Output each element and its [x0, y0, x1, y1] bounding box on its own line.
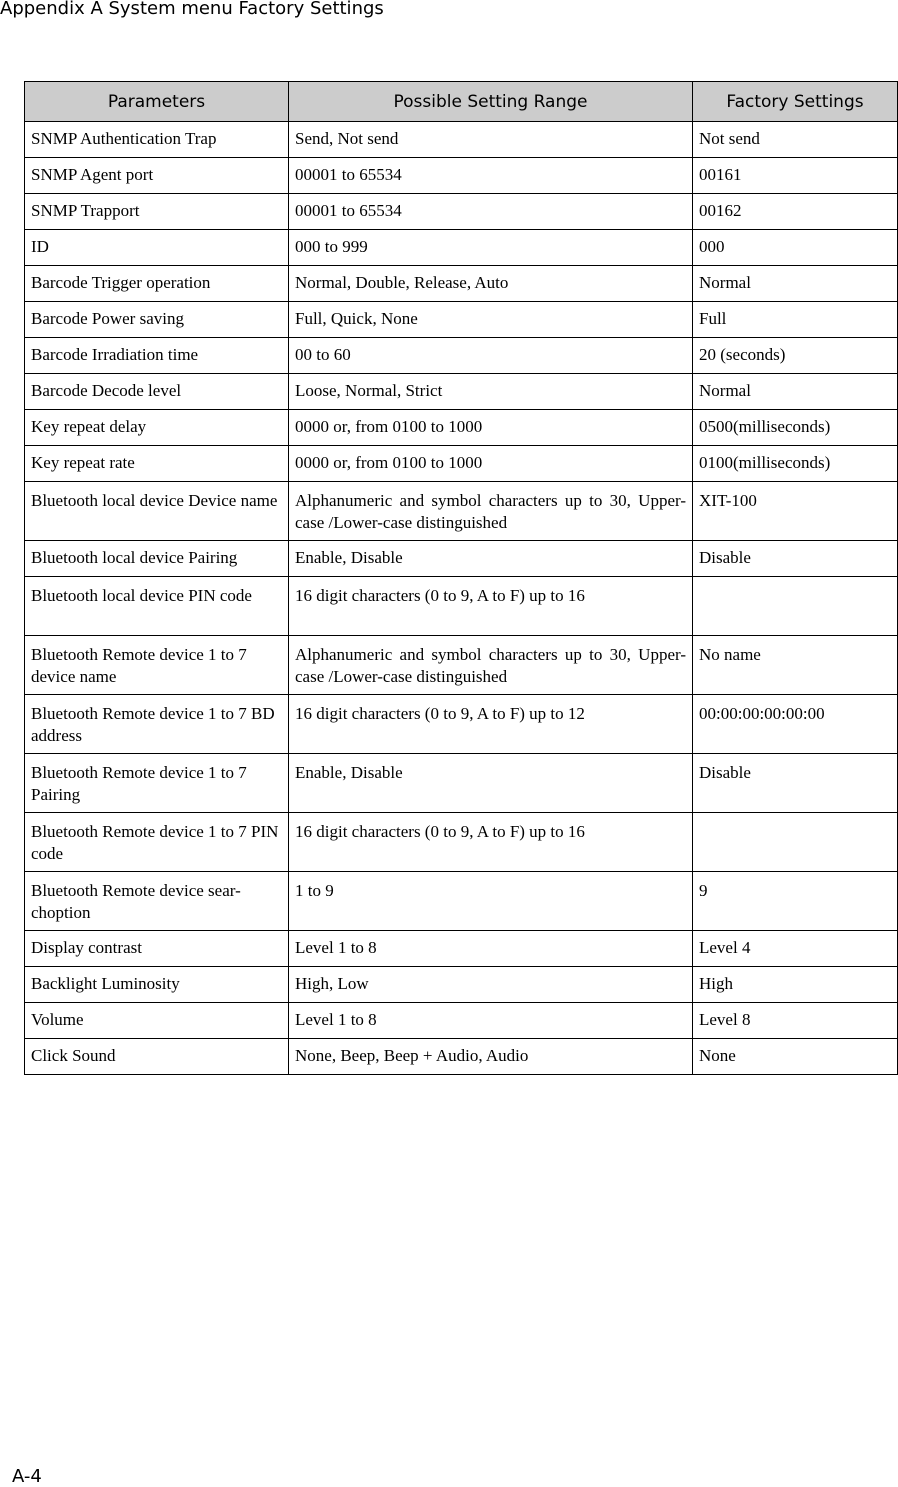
- cell-factory-setting: Disable: [693, 541, 898, 577]
- table-row: [25, 813, 898, 872]
- table-row: [25, 266, 898, 302]
- cell-factory-setting: 00:00:00:00:00:00: [693, 695, 898, 754]
- table-row: [25, 967, 898, 1003]
- cell-range: Level 1 to 8: [289, 931, 693, 967]
- cell-parameter: Bluetooth Remote device 1 to 7 PIN code: [25, 813, 289, 872]
- cell-factory-setting: 00162: [693, 194, 898, 230]
- cell-range: Loose, Normal, Strict: [289, 374, 693, 410]
- table-row: [25, 410, 898, 446]
- cell-factory-setting: Level 8: [693, 1003, 898, 1039]
- cell-parameter: SNMP Agent port: [25, 158, 289, 194]
- cell-range: Enable, Disable: [289, 754, 693, 813]
- cell-parameter: SNMP Trapport: [25, 194, 289, 230]
- table-row: [25, 194, 898, 230]
- table-row: [25, 577, 898, 636]
- table-row: [25, 482, 898, 541]
- column-header-range: Possible Setting Range: [289, 82, 693, 122]
- cell-range: Enable, Disable: [289, 541, 693, 577]
- cell-range: Full, Quick, None: [289, 302, 693, 338]
- column-header-factory: Factory Settings: [693, 82, 898, 122]
- cell-range: 00 to 60: [289, 338, 693, 374]
- cell-range: 1 to 9: [289, 872, 693, 931]
- cell-factory-setting: 0500(milliseconds): [693, 410, 898, 446]
- table-row: [25, 695, 898, 754]
- cell-parameter: Backlight Luminosity: [25, 967, 289, 1003]
- cell-factory-setting: Normal: [693, 374, 898, 410]
- cell-factory-setting: 000: [693, 230, 898, 266]
- table-row: [25, 230, 898, 266]
- table-row: [25, 636, 898, 695]
- cell-range: High, Low: [289, 967, 693, 1003]
- table-row: [25, 1039, 898, 1075]
- cell-parameter: Bluetooth local device PIN code: [25, 577, 289, 636]
- cell-range: None, Beep, Beep + Audio, Audio: [289, 1039, 693, 1075]
- table-row: [25, 541, 898, 577]
- cell-parameter: Key repeat delay: [25, 410, 289, 446]
- cell-range: 0000 or, from 0100 to 1000: [289, 410, 693, 446]
- cell-range: 16 digit characters (0 to 9, A to F) up to 16: [289, 813, 693, 872]
- cell-range: Alphanumeric and symbol characters up to 30, Upper-case /Lower-case distinguished: [289, 636, 693, 695]
- cell-parameter: Barcode Decode level: [25, 374, 289, 410]
- cell-range: Alphanumeric and symbol characters up to 30, Upper-case /Lower-case distinguished: [289, 482, 693, 541]
- cell-factory-setting: XIT-100: [693, 482, 898, 541]
- cell-range: Level 1 to 8: [289, 1003, 693, 1039]
- cell-factory-setting: Level 4: [693, 931, 898, 967]
- cell-parameter: Display contrast: [25, 931, 289, 967]
- cell-range: Send, Not send: [289, 122, 693, 158]
- table-row: [25, 338, 898, 374]
- cell-factory-setting: Not send: [693, 122, 898, 158]
- table-row: [25, 374, 898, 410]
- cell-parameter: Click Sound: [25, 1039, 289, 1075]
- cell-factory-setting: [693, 577, 898, 636]
- page-header: Appendix A System menu Factory Settings: [0, 0, 384, 19]
- cell-factory-setting: 9: [693, 872, 898, 931]
- cell-range: 000 to 999: [289, 230, 693, 266]
- cell-factory-setting: High: [693, 967, 898, 1003]
- cell-factory-setting: Disable: [693, 754, 898, 813]
- cell-parameter: Volume: [25, 1003, 289, 1039]
- cell-parameter: Bluetooth Remote device 1 to 7 BD address: [25, 695, 289, 754]
- cell-parameter: Bluetooth local device Device name: [25, 482, 289, 541]
- cell-range: 0000 or, from 0100 to 1000: [289, 446, 693, 482]
- cell-parameter: Bluetooth Remote device 1 to 7 device name: [25, 636, 289, 695]
- table-row: [25, 122, 898, 158]
- table-row: [25, 446, 898, 482]
- page-number: A-4: [12, 1466, 42, 1487]
- cell-factory-setting: 00161: [693, 158, 898, 194]
- cell-factory-setting: No name: [693, 636, 898, 695]
- table-header-row: [25, 82, 898, 122]
- table-row: [25, 302, 898, 338]
- cell-parameter: Bluetooth Remote device 1 to 7 Pairing: [25, 754, 289, 813]
- table-row: [25, 158, 898, 194]
- cell-factory-setting: None: [693, 1039, 898, 1075]
- cell-factory-setting: 0100(milliseconds): [693, 446, 898, 482]
- cell-parameter: Barcode Irradiation time: [25, 338, 289, 374]
- cell-range: Normal, Double, Release, Auto: [289, 266, 693, 302]
- cell-range: 16 digit characters (0 to 9, A to F) up to 12: [289, 695, 693, 754]
- column-header-parameters: Parameters: [25, 82, 289, 122]
- cell-range: 16 digit characters (0 to 9, A to F) up to 16: [289, 577, 693, 636]
- cell-factory-setting: [693, 813, 898, 872]
- cell-parameter: ID: [25, 230, 289, 266]
- cell-parameter: Key repeat rate: [25, 446, 289, 482]
- cell-parameter: SNMP Authentication Trap: [25, 122, 289, 158]
- cell-parameter: Barcode Trigger operation: [25, 266, 289, 302]
- cell-parameter: Barcode Power saving: [25, 302, 289, 338]
- table-row: [25, 872, 898, 931]
- cell-factory-setting: Full: [693, 302, 898, 338]
- table-row: [25, 754, 898, 813]
- factory-settings-table: [24, 81, 898, 1075]
- cell-range: 00001 to 65534: [289, 194, 693, 230]
- cell-parameter: Bluetooth Remote device sear-choption: [25, 872, 289, 931]
- cell-parameter: Bluetooth local device Pairing: [25, 541, 289, 577]
- cell-factory-setting: Normal: [693, 266, 898, 302]
- cell-range: 00001 to 65534: [289, 158, 693, 194]
- cell-factory-setting: 20 (seconds): [693, 338, 898, 374]
- table-row: [25, 1003, 898, 1039]
- table-row: [25, 931, 898, 967]
